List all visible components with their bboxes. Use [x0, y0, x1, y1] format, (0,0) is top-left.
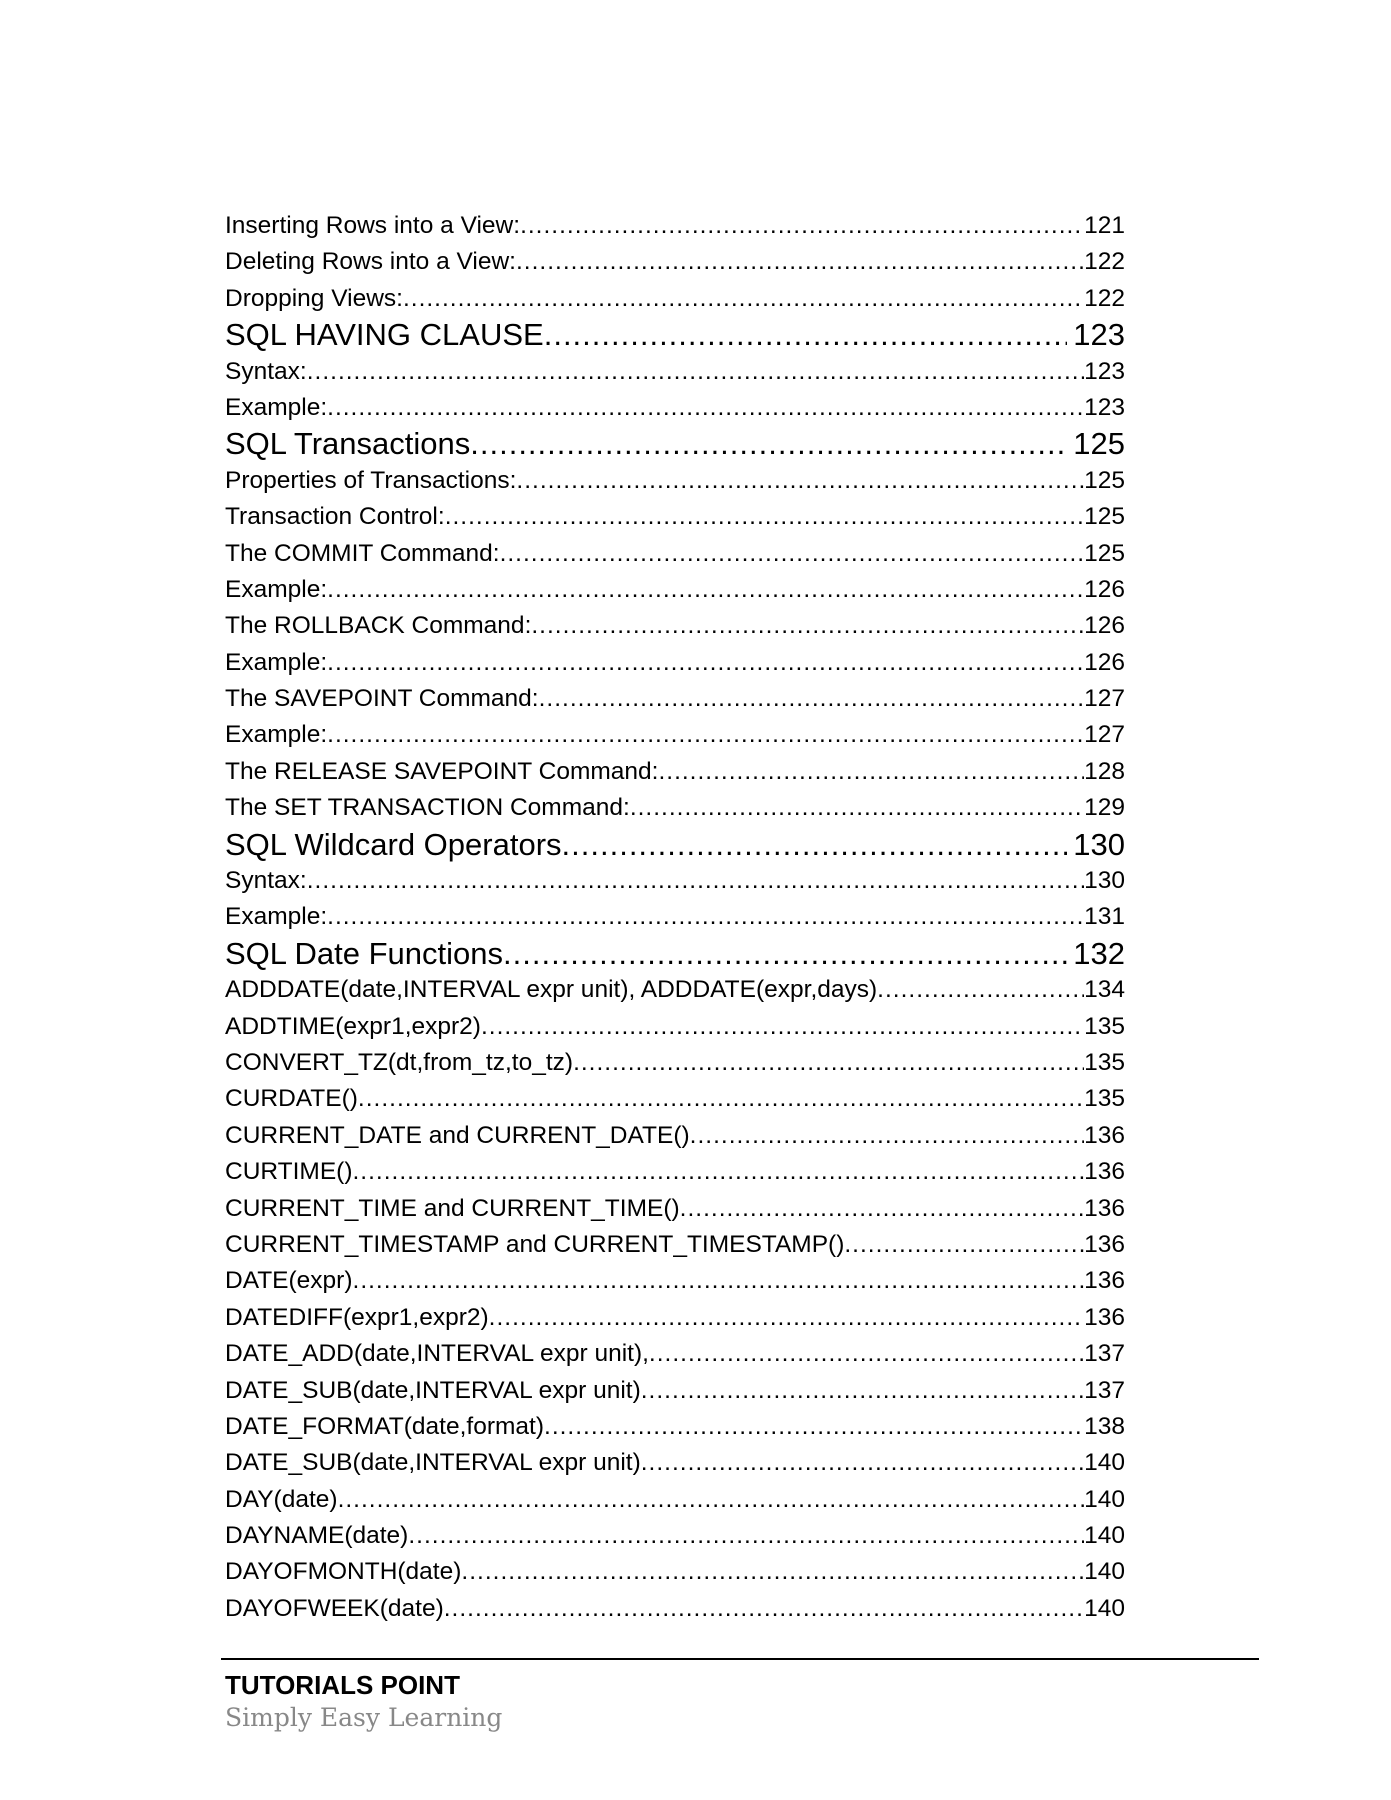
toc-entry[interactable]	[225, 1009, 1125, 1045]
toc-entry-page: 140	[1084, 1449, 1125, 1477]
dot-leader	[649, 1336, 1084, 1372]
dot-leader	[531, 608, 1084, 644]
dot-leader	[573, 1045, 1084, 1081]
toc-entry-title: Example:	[225, 648, 328, 676]
dot-leader	[444, 1591, 1084, 1627]
dot-leader	[352, 1154, 1084, 1190]
toc-entry-title: Dropping Views:	[225, 284, 403, 312]
toc-entry-page: 129	[1084, 794, 1125, 822]
toc-entry-title: Example:	[225, 575, 328, 603]
toc-entry[interactable]	[225, 499, 1125, 535]
toc-entry-page: 127	[1084, 721, 1125, 749]
toc-entry[interactable]	[225, 1045, 1125, 1081]
toc-entry-title: DATE_SUB(date,INTERVAL expr unit)	[225, 1376, 641, 1404]
toc-entry[interactable]	[225, 1409, 1125, 1445]
dot-leader	[690, 1118, 1084, 1154]
toc-entry-page: 122	[1084, 284, 1125, 312]
toc-entry-title: Example:	[225, 393, 328, 421]
toc-entry-page: 135	[1084, 1048, 1125, 1076]
toc-entry-title: ADDDATE(date,INTERVAL expr unit), ADDDATE(expr,days)	[225, 976, 878, 1004]
toc-entry-title: Deleting Rows into a View:	[225, 248, 516, 276]
toc-entry-page: 136	[1084, 1230, 1125, 1258]
toc-entry-title: SQL Wildcard Operators	[225, 826, 562, 862]
footer-tagline: Simply Easy Learning	[225, 1703, 503, 1732]
toc-entry[interactable]	[225, 1336, 1125, 1372]
toc-entry[interactable]	[225, 863, 1125, 899]
toc-chapter-entry[interactable]	[225, 827, 1125, 863]
dot-leader	[327, 899, 1084, 935]
toc-entry[interactable]	[225, 1300, 1125, 1336]
toc-entry[interactable]	[225, 572, 1125, 608]
toc-entry[interactable]	[225, 1518, 1125, 1554]
toc-entry[interactable]	[225, 1227, 1125, 1263]
dot-leader	[844, 1227, 1084, 1263]
footer-divider	[221, 1658, 1259, 1660]
dot-leader	[353, 1263, 1085, 1299]
dot-leader	[481, 1009, 1084, 1045]
toc-entry-page: 125	[1084, 503, 1125, 531]
toc-entry-title: CURRENT_TIME and CURRENT_TIME()	[225, 1194, 680, 1222]
toc-entry-page: 127	[1084, 685, 1125, 713]
dot-leader	[403, 281, 1084, 317]
toc-chapter-entry[interactable]	[225, 426, 1125, 462]
toc-entry[interactable]	[225, 1482, 1125, 1518]
toc-entry-title: The SAVEPOINT Command:	[225, 685, 539, 713]
toc-chapter-entry[interactable]	[225, 936, 1125, 972]
toc-entry-title: DAYNAME(date)	[225, 1522, 409, 1550]
toc-entry-title: Transaction Control:	[225, 503, 445, 531]
toc-entry-title: DATE_FORMAT(date,format)	[225, 1412, 545, 1440]
toc-entry-page: 128	[1084, 757, 1125, 785]
toc-entry-page: 136	[1084, 1194, 1125, 1222]
toc-entry[interactable]	[225, 1191, 1125, 1227]
toc-entry-page: 123	[1073, 317, 1125, 353]
toc-entry-page: 134	[1084, 976, 1125, 1004]
toc-entry-page: 126	[1084, 612, 1125, 640]
dot-leader	[520, 208, 1084, 244]
toc-entry-page: 131	[1084, 903, 1125, 931]
dot-leader	[327, 390, 1084, 426]
toc-entry-page: 135	[1084, 1085, 1125, 1113]
dot-leader	[641, 1445, 1084, 1481]
toc-entry[interactable]	[225, 717, 1125, 753]
toc-entry-page: 122	[1084, 248, 1125, 276]
toc-entry-title: Properties of Transactions:	[225, 466, 517, 494]
dot-leader	[489, 1300, 1084, 1336]
toc-entry-page: 125	[1084, 466, 1125, 494]
toc-entry-page: 130	[1084, 867, 1125, 895]
toc-entry[interactable]	[225, 1154, 1125, 1190]
toc-entry[interactable]	[225, 208, 1125, 244]
dot-leader	[307, 863, 1084, 899]
toc-entry-page: 136	[1084, 1121, 1125, 1149]
toc-entry[interactable]	[225, 354, 1125, 390]
toc-entry-title: CURRENT_TIMESTAMP and CURRENT_TIMESTAMP()	[225, 1230, 845, 1258]
dot-leader	[503, 936, 1067, 972]
toc-entry[interactable]	[225, 608, 1125, 644]
toc-entry-title: CONVERT_TZ(dt,from_tz,to_tz)	[225, 1048, 574, 1076]
dot-leader	[641, 1373, 1084, 1409]
toc-entry-page: 140	[1084, 1594, 1125, 1622]
dot-leader	[516, 463, 1084, 499]
dot-leader	[658, 754, 1084, 790]
toc-entry-title: Example:	[225, 903, 328, 931]
toc-entry[interactable]	[225, 899, 1125, 935]
toc-entry-title: The RELEASE SAVEPOINT Command:	[225, 757, 659, 785]
dot-leader	[877, 972, 1084, 1008]
dot-leader	[516, 244, 1084, 280]
toc-entry-page: 125	[1073, 426, 1125, 462]
dot-leader	[461, 1554, 1084, 1590]
toc-entry-page: 136	[1084, 1158, 1125, 1186]
toc-entry-page: 132	[1073, 935, 1125, 971]
dot-leader	[680, 1191, 1084, 1227]
toc-entry-title: CURRENT_DATE and CURRENT_DATE()	[225, 1121, 690, 1149]
dot-leader	[445, 499, 1084, 535]
dot-leader	[539, 681, 1084, 717]
toc-entry-page: 140	[1084, 1558, 1125, 1586]
toc-entry-title: DATE_SUB(date,INTERVAL expr unit)	[225, 1449, 641, 1477]
toc-entry-page: 137	[1084, 1340, 1125, 1368]
table-of-contents	[225, 208, 1125, 1627]
dot-leader	[327, 717, 1084, 753]
toc-entry-page: 135	[1084, 1012, 1125, 1040]
toc-entry[interactable]	[225, 244, 1125, 280]
toc-chapter-entry[interactable]	[225, 317, 1125, 353]
toc-entry-title: Syntax:	[225, 357, 307, 385]
toc-entry[interactable]	[225, 645, 1125, 681]
toc-entry-page: 130	[1073, 826, 1125, 862]
toc-entry[interactable]	[225, 1081, 1125, 1117]
dot-leader	[327, 572, 1084, 608]
toc-entry-title: DATE_ADD(date,INTERVAL expr unit),	[225, 1340, 649, 1368]
toc-entry[interactable]	[225, 1263, 1125, 1299]
toc-entry-title: DATEDIFF(expr1,expr2)	[225, 1303, 489, 1331]
toc-entry[interactable]	[225, 790, 1125, 826]
toc-entry-title: CURTIME()	[225, 1158, 353, 1186]
dot-leader	[500, 536, 1085, 572]
toc-entry-title: Inserting Rows into a View:	[225, 212, 521, 239]
dot-leader	[630, 790, 1084, 826]
toc-entry-title: SQL Date Functions	[225, 935, 503, 971]
toc-entry-title: Syntax:	[225, 867, 307, 895]
toc-entry[interactable]	[225, 1118, 1125, 1154]
toc-entry-title: Example:	[225, 721, 328, 749]
dot-leader	[470, 426, 1067, 462]
toc-entry-title: The COMMIT Command:	[225, 539, 500, 567]
toc-entry[interactable]	[225, 1445, 1125, 1481]
footer-brand: TUTORIALS POINT	[225, 1670, 460, 1700]
toc-entry[interactable]	[225, 536, 1125, 572]
toc-entry-page: 140	[1084, 1522, 1125, 1550]
toc-entry-page: 126	[1084, 648, 1125, 676]
dot-leader	[544, 1409, 1084, 1445]
dot-leader	[338, 1482, 1085, 1518]
toc-entry-title: DAYOFMONTH(date)	[225, 1558, 462, 1586]
toc-entry-page: 136	[1084, 1303, 1125, 1331]
toc-entry-title: CURDATE()	[225, 1085, 358, 1113]
dot-leader	[544, 317, 1068, 353]
toc-entry[interactable]	[225, 1554, 1125, 1590]
toc-entry-page: 138	[1084, 1412, 1125, 1440]
toc-entry-title: SQL Transactions	[225, 426, 471, 462]
toc-entry-page: 123	[1084, 357, 1125, 385]
toc-entry-title: The ROLLBACK Command:	[225, 612, 532, 640]
toc-entry-title: ADDTIME(expr1,expr2)	[225, 1012, 481, 1040]
toc-entry[interactable]	[225, 1591, 1125, 1627]
toc-entry[interactable]	[225, 754, 1125, 790]
toc-entry-page: 140	[1084, 1485, 1125, 1513]
toc-entry[interactable]	[225, 1373, 1125, 1409]
toc-entry-title: DAYOFWEEK(date)	[225, 1594, 444, 1622]
toc-entry-page: 126	[1084, 575, 1125, 603]
toc-entry-title: The SET TRANSACTION Command:	[225, 794, 630, 822]
toc-entry-page: 121	[1084, 212, 1125, 239]
toc-entry-title: DAY(date)	[225, 1485, 338, 1513]
toc-entry[interactable]	[225, 972, 1125, 1008]
toc-entry[interactable]	[225, 681, 1125, 717]
toc-entry-page: 125	[1084, 539, 1125, 567]
toc-entry-page: 136	[1084, 1267, 1125, 1295]
dot-leader	[562, 827, 1068, 863]
toc-entry-page: 123	[1084, 393, 1125, 421]
dot-leader	[408, 1518, 1084, 1554]
toc-entry-title: DATE(expr)	[225, 1267, 353, 1295]
dot-leader	[307, 354, 1084, 390]
toc-entry[interactable]	[225, 390, 1125, 426]
toc-entry[interactable]	[225, 463, 1125, 499]
toc-entry[interactable]	[225, 281, 1125, 317]
toc-entry-title: SQL HAVING CLAUSE	[225, 317, 544, 353]
dot-leader	[327, 645, 1084, 681]
dot-leader	[358, 1081, 1084, 1117]
toc-entry-page: 137	[1084, 1376, 1125, 1404]
